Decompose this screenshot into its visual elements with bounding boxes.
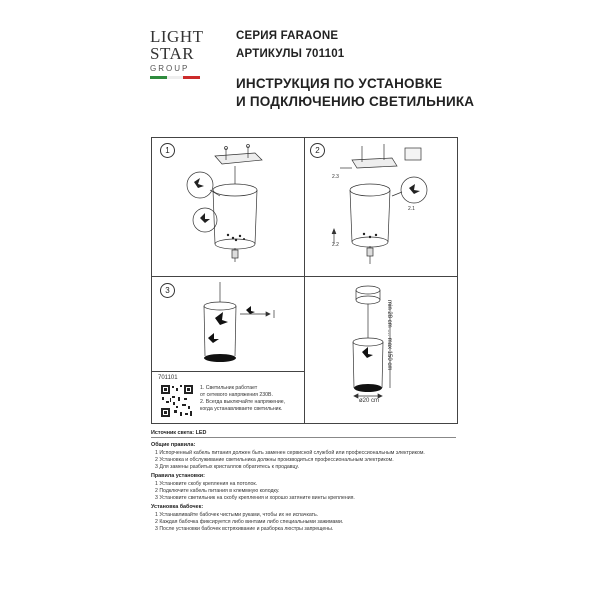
grid-divider-horizontal — [151, 276, 458, 277]
diameter-label: ø20 cm — [359, 398, 380, 404]
butterfly-rules-title: Установка бабочек: — [151, 504, 204, 510]
grid-divider-vertical — [304, 137, 305, 424]
article-heading: АРТИКУЛЫ 701101 — [236, 48, 345, 60]
dimension-illustration — [312, 282, 452, 404]
butterfly-rule-line: 2 Каждая бабочка фиксируется либо винтами либо специальными зажимами. — [155, 519, 344, 525]
logo-word-group: GROUP — [150, 64, 190, 73]
general-rule-line: 2 Установка и обслуживание светильника должны производиться профессиональным электриком. — [155, 457, 394, 463]
step-1-badge: 1 — [160, 143, 175, 158]
install-rules-title: Правила установки: — [151, 473, 205, 479]
general-rules-title: Общие правила: — [151, 442, 196, 448]
logo-word-light: LIGHT — [150, 27, 204, 46]
label-2-1: 2.1 — [408, 206, 415, 212]
general-rule-line: 1 Испорченный кабель питания должен быть заменен сервисной службой или профессиональным электриком. — [155, 450, 425, 456]
info-note-line: 1. Светильник работает — [200, 385, 258, 391]
article-number: 701101 — [158, 375, 178, 381]
section-rule — [151, 437, 456, 438]
step-3-illustration — [170, 280, 300, 370]
general-rule-line: 3 Для замены разбитых кристаллов обратитесь к продавцу. — [155, 464, 300, 470]
install-rule-line: 3 Установите светильник на скобу крепления и хорошо затяните винты крепления. — [155, 495, 355, 501]
butterfly-rule-line: 1 Устанавливайте бабочек чистыми руками, чтобы их не испачкать. — [155, 512, 319, 518]
info-note-line: 2. Всегда выключайте напряжение, — [200, 399, 286, 405]
series-heading: СЕРИЯ FARAONE — [236, 30, 339, 42]
step-2-illustration — [312, 140, 452, 270]
label-2-3: 2.3 — [332, 174, 339, 180]
title-line-2: И ПОДКЛЮЧЕНИЮ СВЕТИЛЬНИКА — [236, 94, 475, 109]
brand-logo — [150, 28, 210, 108]
logo-word-star: STAR — [150, 44, 195, 63]
step-3-badge: 3 — [160, 283, 175, 298]
height-dimension-label: min 28 cm .... max 150 cm — [386, 300, 392, 371]
step-1-illustration — [170, 140, 300, 270]
info-notes — [200, 385, 285, 413]
light-source: Источник света: LED — [151, 430, 207, 436]
install-rule-line: 1 Установите скобу крепления на потолок. — [155, 481, 258, 487]
step-2-badge: 2 — [310, 143, 325, 158]
install-rule-line: 2 Подключите кабель питания в клеммную колодку. — [155, 488, 280, 494]
qr-code — [160, 384, 194, 418]
title-line-1: ИНСТРУКЦИЯ ПО УСТАНОВКЕ — [236, 76, 443, 91]
info-note-line: от сетевого напряжения 230В. — [200, 392, 273, 398]
label-2-2: 2.2 — [332, 242, 339, 248]
info-divider — [151, 371, 305, 372]
italian-flag-stripe — [150, 76, 200, 79]
butterfly-rule-line: 3 После установки бабочек встряхивание и разборка люстры запрещены. — [155, 526, 334, 532]
info-note-line: когда устанавливаете светильник. — [200, 406, 283, 412]
